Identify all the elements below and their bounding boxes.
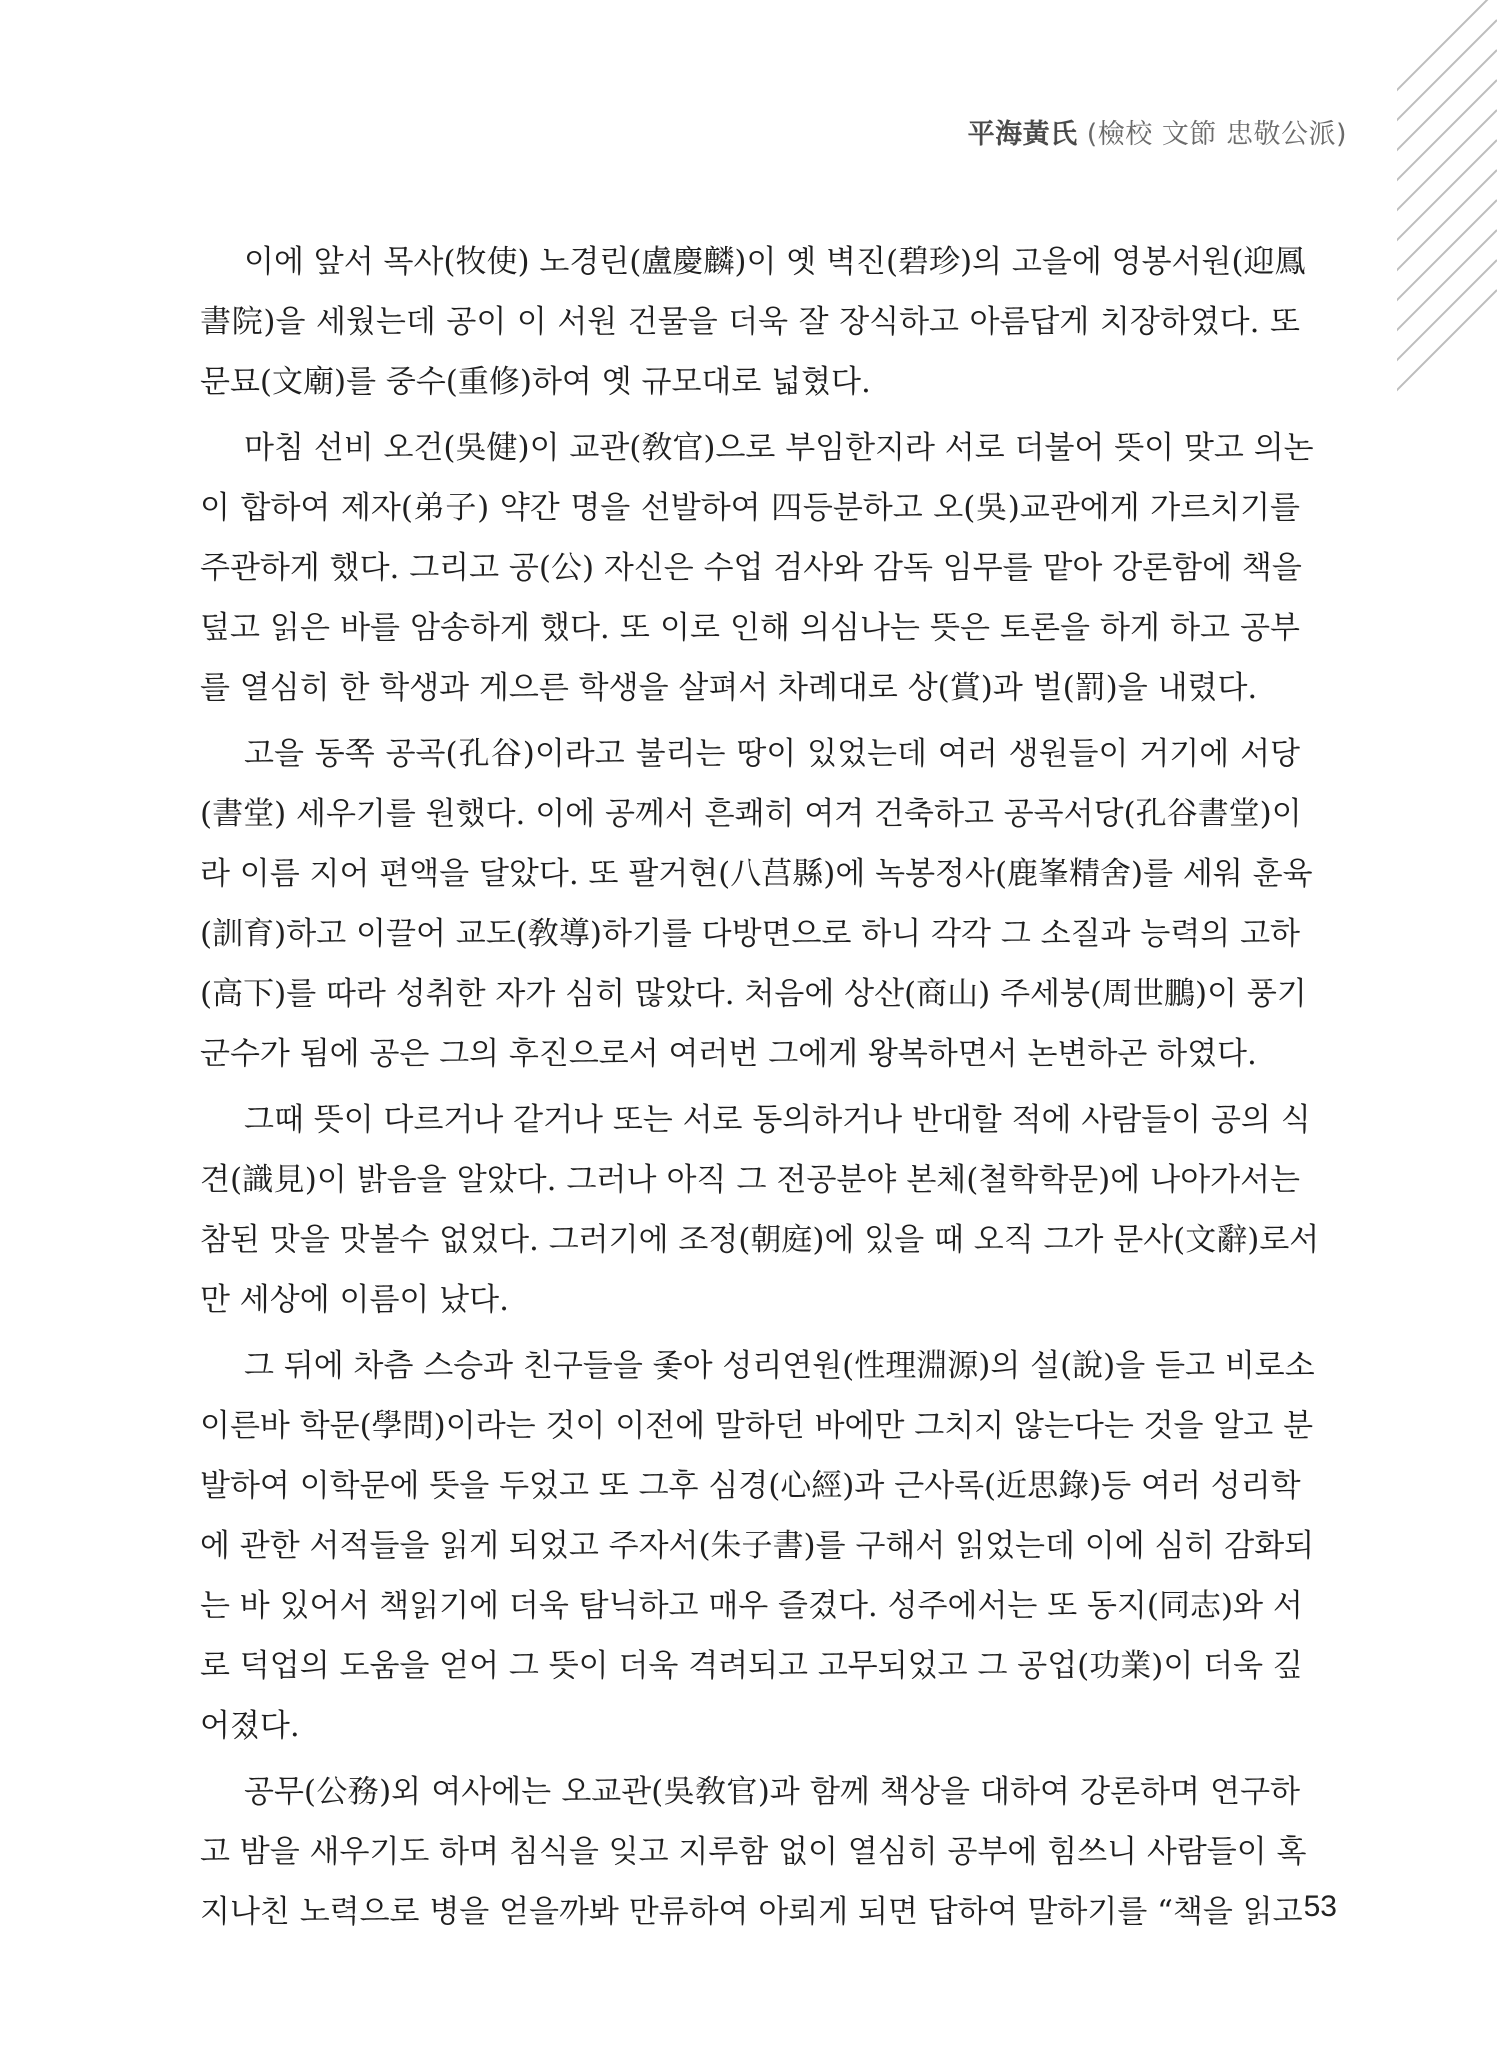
page-number: 53 xyxy=(1303,1890,1337,1923)
paragraph xyxy=(200,1336,1315,1756)
text-line: 참된 맛을 맛볼수 없었다. 그러기에 조정(朝庭)에 있을 때 오직 그가 문사(文辭)로서 xyxy=(200,1222,1320,1258)
text-line: 로 덕업의 도움을 얻어 그 뜻이 더욱 격려되고 고무되었고 그 공업(功業)이 더욱 깊 xyxy=(200,1648,1303,1684)
text-line: 군수가 됨에 공은 그의 후진으로서 여러번 그에게 왕복하면서 논변하곤 하였다. xyxy=(200,1036,1257,1072)
text-line: 고 밤을 새우기도 하며 침식을 잊고 지루함 없이 열심히 공부에 힘쓰니 사람들이 혹 xyxy=(200,1834,1307,1870)
paragraph xyxy=(200,232,1306,412)
text-line: 문묘(文廟)를 중수(重修)하여 옛 규모대로 넓혔다. xyxy=(200,364,871,400)
text-line: (高下)를 따라 성취한 자가 심히 많았다. 처음에 상산(商山) 주세붕(周世鵬)이 풍기 xyxy=(200,976,1307,1012)
text-line: 書院)을 세웠는데 공이 이 서원 건물을 더욱 잘 장식하고 아름답게 치장하였다. 또 xyxy=(200,304,1300,340)
running-header-title: 平海黃氏 xyxy=(967,119,1078,150)
paragraph xyxy=(200,1762,1307,1942)
text-line: (書堂) 세우기를 원했다. 이에 공께서 흔쾌히 여겨 건축하고 공곡서당(孔谷書堂)이 xyxy=(200,796,1302,832)
text-line: 에 관한 서적들을 읽게 되었고 주자서(朱子書)를 구해서 읽었는데 이에 심히 감화되 xyxy=(200,1528,1315,1564)
text-line: 그 뒤에 차츰 스승과 친구들을 좇아 성리연원(性理淵源)의 설(說)을 듣고 비로소 xyxy=(244,1348,1315,1384)
running-header xyxy=(968,112,1347,151)
text-line: (訓育)하고 이끌어 교도(敎導)하기를 다방면으로 하니 각각 그 소질과 능력의 고하 xyxy=(200,916,1300,952)
text-line: 어졌다. xyxy=(200,1708,300,1744)
text-line: 마침 선비 오건(吳健)이 교관(敎官)으로 부임한지라 서로 더불어 뜻이 맞고 의논 xyxy=(244,430,1314,466)
text-line: 라 이름 지어 편액을 달았다. 또 팔거현(八莒縣)에 녹봉정사(鹿峯精舍)를 세워 훈육 xyxy=(200,856,1313,892)
text-line: 를 열심히 한 학생과 게으른 학생을 살펴서 차례대로 상(賞)과 벌(罰)을 내렸다. xyxy=(200,670,1258,706)
text-line: 지나친 노력으로 병을 얻을까봐 만류하여 아뢰게 되면 답하여 말하기를 “책을 읽고 xyxy=(200,1894,1303,1930)
text-line: 덮고 읽은 바를 암송하게 했다. 또 이로 인해 의심나는 뜻은 토론을 하게 하고 공부 xyxy=(200,610,1300,646)
text-line: 공무(公務)외 여사에는 오교관(吳敎官)과 함께 책상을 대하여 강론하며 연구하 xyxy=(244,1774,1300,1810)
text-line: 이 합하여 제자(弟子) 약간 명을 선발하여 四등분하고 오(吳)교관에게 가르치기를 xyxy=(200,490,1300,526)
text-line: 그때 뜻이 다르거나 같거나 또는 서로 동의하거나 반대할 적에 사람들이 공의 식 xyxy=(244,1102,1311,1138)
text-line: 이에 앞서 목사(牧使) 노경린(盧慶麟)이 옛 벽진(碧珍)의 고을에 영봉서원(迎鳳 xyxy=(244,244,1306,280)
text-line: 발하여 이학문에 뜻을 두었고 또 그후 심경(心經)과 근사록(近思錄)등 여러 성리학 xyxy=(200,1468,1301,1504)
text-line: 고을 동쪽 공곡(孔谷)이라고 불리는 땅이 있었는데 여러 생원들이 거기에 서당 xyxy=(244,736,1300,772)
paragraph xyxy=(200,418,1314,718)
paragraph xyxy=(200,724,1313,1084)
text-line: 주관하게 했다. 그리고 공(公) 자신은 수업 검사와 감독 임무를 맡아 강론함에 책을 xyxy=(200,550,1302,586)
text-line: 만 세상에 이름이 났다. xyxy=(200,1282,509,1318)
decorative-corner-stripes xyxy=(1397,0,1497,420)
text-line: 는 바 있어서 책읽기에 더욱 탐닉하고 매우 즐겼다. 성주에서는 또 동지(同志)와 서 xyxy=(200,1588,1303,1624)
paragraph xyxy=(200,1090,1320,1330)
running-header-subtitle: (檢校 文節 忠敬公派) xyxy=(1086,119,1347,150)
text-line: 견(識見)이 밝음을 알았다. 그러나 아직 그 전공분야 본체(철학학문)에 나아가서는 xyxy=(200,1162,1300,1198)
text-line: 이른바 학문(學問)이라는 것이 이전에 말하던 바에만 그치지 않는다는 것을 알고 분 xyxy=(200,1408,1314,1444)
